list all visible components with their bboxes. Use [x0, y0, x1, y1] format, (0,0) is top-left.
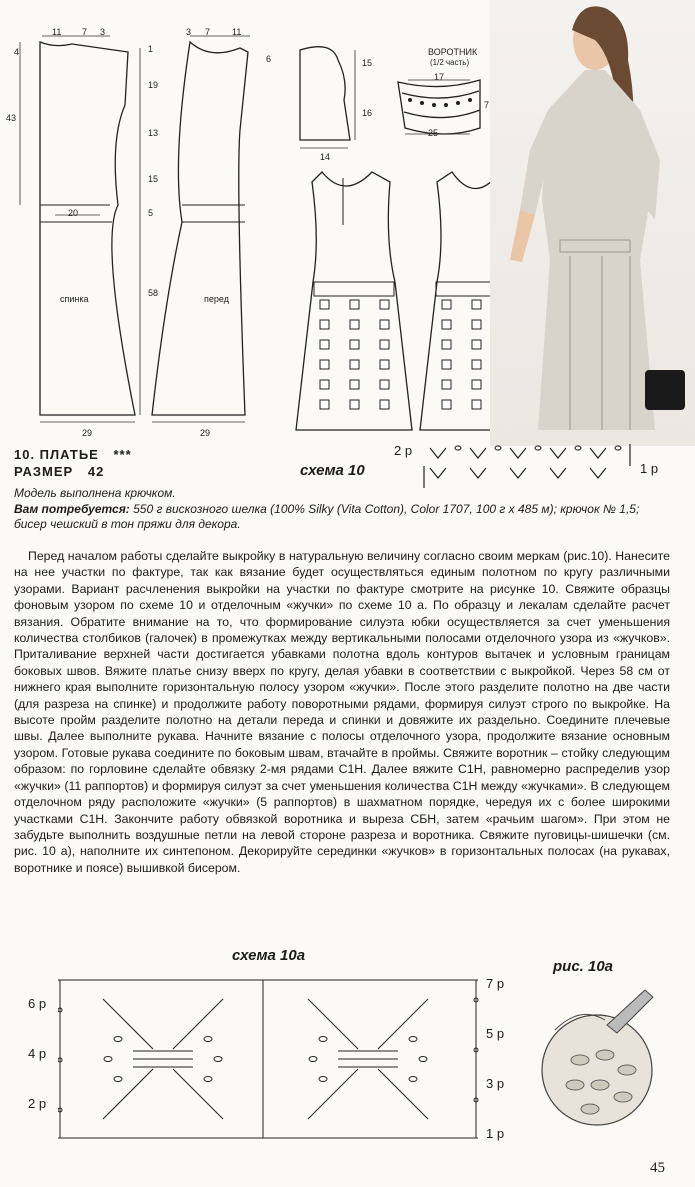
back-dim-1: 11 [52, 27, 62, 37]
schema10-row2: 2 р [394, 443, 413, 458]
side-height: 43 [6, 113, 17, 123]
vdim-3: 13 [148, 128, 159, 138]
schema10-label: схема 10 [300, 462, 365, 479]
schema10-row1: 1 р [640, 461, 659, 476]
front-dim-1: 3 [186, 27, 192, 37]
fig10a-label: рис. 10а [553, 958, 614, 975]
instructions [14, 548, 670, 876]
instructions-text: Перед началом работы сделайте выкройку в натуральную величину согласно своим меркам (рис.10). Нанесите на нее участки по фактуре, так как вязание будет осуществляться единым полотном по кругу различными узорами. Вариант расчленения выкройки на участки по фактуре смотрите на рисунке 10. Свяжите образцы фоновым узором по схеме 10 и отделочным «жучки» по схеме 10 а. По образцу и лекалам сделайте расчет вязания. Обратите внимание на то, что формирование силуэта юбки осуществляется за счет уменьшения количества столбиков (галочек) в промежутках между вертикальными полосами отделочного узора из «жучков». Приталивание верхней части достигается убавками полотна вдоль контуров вытачек и условным границам боковых швов. Вяжите платье снизу вверх по кругу, делая убавки в соответствии с выкройкой. Через 58 см от нижнего края выполните горизонтальную полосу узором «жучки». После этого разделите полотно на две части (для разреза на спинке) и продолжите работу поворотными рядами, формируя силуэт строго по выкройке. На высоте пройм разделите полотно на детали переда и спинки и довяжите их раздельно. Соедините плечевые швы. Далее выполните рукава. Начните вязание с полосы отделочного узора, продолжите вязание основным узором. Готовые рукава соедините по боковым швам, втачайте в проймы. Свяжите воротник – стойку следующим образом: по горловине сделайте обвязку 2-мя рядами С1Н. Далее вяжите С1Н, равномерно распределив узор «жучки» (11 раппортов) и формируя силуэт за счет уменьшения количества С1Н между «жучками». В следующем отделочном ряду расположите «жучки» (5 раппортов) в шахматном порядке, чередуя их с более широкими участками С1Н. Закончите работу обвязкой воротника и выреза СБН, затем «рачьим шагом». При этом не забудьте выполнить воздушные петли на левой стороне разреза и воротника. Свяжите пуговицы-шишечки (см. рис. 10 а), наполните их синтепоном. Декорируйте серединки «жучков» в горизонтальных полосах (на рукавах, воротнике и поясе) вышивкой бисером. [14, 549, 670, 875]
collar-bottom: 25 [428, 128, 439, 138]
back-dim-2: 7 [82, 27, 88, 37]
dress-number-title: 10. ПЛАТЬЕ [14, 447, 99, 462]
schema10-diagram [420, 440, 640, 492]
sleeve-top: 15 [362, 58, 373, 68]
back-dim-3: 3 [100, 27, 106, 37]
vdim-5: 5 [148, 208, 154, 218]
materials-label: Вам потребуется: [14, 502, 130, 516]
back-label: спинка [60, 294, 89, 304]
size-line [14, 464, 104, 479]
collar-top: 17 [434, 72, 445, 82]
front-neck: 6 [266, 54, 272, 64]
collar-height: 7 [484, 100, 490, 110]
model-photo [490, 0, 695, 446]
neck-depth: 4 [14, 47, 20, 57]
vdim-1: 1 [148, 44, 154, 54]
vdim-4: 15 [148, 174, 159, 184]
s10a-right-row3: 3 р [486, 1076, 505, 1091]
s10a-left-row2: 2 р [28, 1096, 47, 1111]
sleeve-width: 14 [320, 152, 331, 162]
materials-text: 550 г вискозного шелка (100% Silky (Vita Cotton), Color 1707, 100 г х 485 м); крючок № 1,5; бисер чешский в тон пряжи для декора. [14, 502, 640, 531]
hem-front: 29 [200, 428, 211, 438]
dress-title [14, 447, 132, 462]
hem-back: 29 [82, 428, 93, 438]
schema10a-label: схема 10а [232, 947, 306, 964]
s10a-right-row1: 1 р [486, 1126, 505, 1141]
difficulty-stars: *** [113, 447, 132, 462]
intro-line: Модель выполнена крючком. [14, 486, 176, 500]
s10a-right-row5: 5 р [486, 1026, 505, 1041]
pattern-drawing [0, 0, 490, 440]
front-dim-2: 7 [205, 27, 211, 37]
size-label: РАЗМЕР [14, 464, 74, 479]
size-value: 42 [87, 464, 105, 479]
waist-width: 20 [68, 208, 79, 218]
s10a-right-row7: 7 р [486, 976, 505, 991]
button-illustration [535, 985, 665, 1135]
s10a-left-row4: 4 р [28, 1046, 47, 1061]
collar-sub: (1/2 часть) [430, 58, 470, 67]
front-label: перед [204, 294, 229, 304]
materials [14, 502, 674, 532]
sleeve-bottom: 16 [362, 108, 373, 118]
page-number: 45 [650, 1160, 665, 1176]
collar-title: ВОРОТНИК [428, 47, 478, 57]
vdim-2: 19 [148, 80, 159, 90]
vdim-6: 58 [148, 288, 159, 298]
front-dim-3: 11 [232, 27, 242, 37]
schema10a-diagram [58, 970, 483, 1148]
s10a-left-row6: 6 р [28, 996, 47, 1011]
